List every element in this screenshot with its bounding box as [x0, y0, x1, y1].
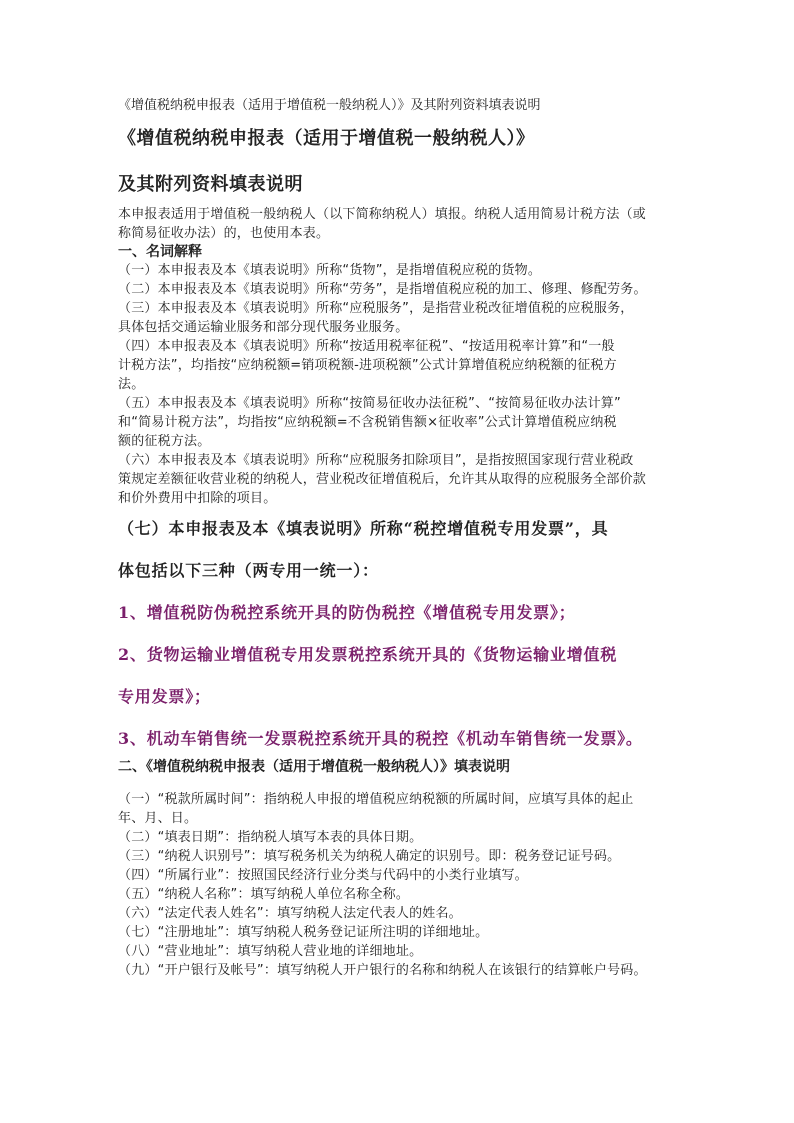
definition-line: （二）本申报表及本《填表说明》所称“劳务”，是指增值税应税的加工、修理、修配劳务。 [118, 282, 647, 297]
definition-line: 额的征税方法。 [118, 434, 211, 449]
definition-line: 和价外费用中扣除的项目。 [118, 491, 277, 506]
fill-item-line: （七）“注册地址”：填写纳税人税务登记证所注明的详细地址。 [118, 925, 489, 940]
intro-line-2: 称简易征收办法）的，也使用本表。 [118, 226, 330, 241]
document-page [118, 92, 683, 980]
item7-line-2: 体包括以下三种（两专用一统一）： [118, 561, 379, 580]
definition-line: （三）本申报表及本《填表说明》所称“应税服务”，是指营业税改征增值税的应税服务， [118, 301, 634, 316]
definition-line: （一）本申报表及本《填表说明》所称“货物”，是指增值税应税的货物。 [118, 263, 542, 278]
fill-item-line: （三）“纳税人识别号”：填写税务机关为纳税人确定的识别号。即：税务登记证号码。 [118, 849, 621, 864]
intro-line-1: 本申报表适用于增值税一般纳税人（以下简称纳税人）填报。纳税人适用简易计税方法（或 [118, 207, 647, 222]
section1-heading: 一、名词解释 [118, 244, 202, 260]
fill-item-line: （六）“法定代表人姓名”：填写纳税人法定代表人的姓名。 [118, 906, 462, 921]
invoice-type-3: 3、机动车销售统一发票税控系统开具的税控《机动车销售统一发票》。 [118, 729, 643, 748]
definition-line: （四）本申报表及本《填表说明》所称“按适用税率征税”、“按适用税率计算”和“一般 [118, 339, 615, 354]
fill-item-line: （八）“营业地址”：填写纳税人营业地的详细地址。 [118, 944, 423, 959]
document-header: 《增值税纳税申报表（适用于增值税一般纳税人）》及其附列资料填表说明 [118, 98, 541, 113]
fill-item-line: （九）“开户银行及帐号”：填写纳税人开户银行的名称和纳税人在该银行的结算帐户号码。 [118, 963, 647, 978]
fill-item-line: （五）“纳税人名称”：填写纳税人单位名称全称。 [118, 887, 410, 902]
definition-line: 和“简易计税方法”，均指按“应纳税额=不含税销售额×征收率”公式计算增值税应纳税 [118, 415, 617, 430]
fill-item-line: （四）“所属行业”：按照国民经济行业分类与代码中的小类行业填写。 [118, 868, 528, 883]
definition-line: 计税方法”，均指按“应纳税额=销项税额-进项税额”公式计算增值税应纳税额的征税方 [118, 358, 617, 373]
fill-item-line: 年、月、日。 [118, 811, 198, 826]
definition-line: （六）本申报表及本《填表说明》所称“应税服务扣除项目”，是指按照国家现行营业税政 [118, 453, 634, 468]
fill-item-line: （二）“填表日期”：指纳税人填写本表的具体日期。 [118, 830, 423, 845]
fill-item-line: （一）“税款所属时间”：指纳税人申报的增值税应纳税额的所属时间，应填写具体的起止 [118, 792, 634, 807]
definition-line: 法。 [118, 377, 145, 392]
definition-line: 策规定差额征收营业税的纳税人，营业税改征增值税后，允许其从取得的应税服务全部价款 [118, 472, 647, 487]
title-line-1: 《增值税纳税申报表（适用于增值税一般纳税人）》 [118, 128, 535, 149]
invoice-type-2-line-2: 专用发票》； [118, 687, 211, 706]
invoice-type-2-line-1: 2、货物运输业增值税专用发票税控系统开具的《货物运输业增值税 [118, 645, 618, 664]
title-line-2: 及其附列资料填表说明 [118, 174, 303, 195]
section2-heading: 二、《增值税纳税申报表（适用于增值税一般纳税人）》填表说明 [118, 759, 510, 775]
invoice-type-1: 1、增值税防伪税控系统开具的防伪税控《增值税专用发票》； [118, 603, 576, 622]
definition-line: 具体包括交通运输业服务和部分现代服务业服务。 [118, 320, 409, 335]
item7-line-1: （七）本申报表及本《填表说明》所称“税控增值税专用发票”，具 [118, 519, 609, 538]
definition-line: （五）本申报表及本《填表说明》所称“按简易征收办法征税”、“按简易征收办法计算” [118, 396, 621, 411]
